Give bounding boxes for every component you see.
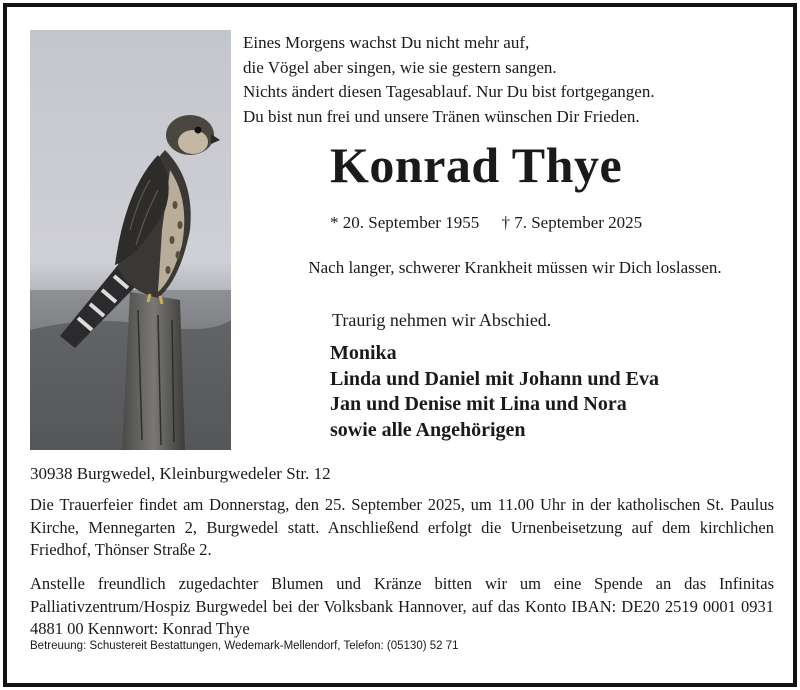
mourner-entry: Linda und Daniel mit Johann und Eva — [330, 367, 660, 390]
illness-note: Nach langer, schwerer Krankheit müssen wir Dich loslassen. — [308, 258, 722, 277]
verse-line: Nichts ändert diesen Tagesablauf. Nur Du bist fortgegangen. — [243, 82, 655, 101]
mourner-entry: Jan und Denise mit Lina und Nora — [330, 393, 627, 415]
birth-date: * 20. September 1955 — [330, 213, 480, 232]
mourners-list — [330, 341, 659, 443]
undertaker-footer: Betreuung: Schustereit Bestattungen, Wedemark-Mellendorf, Telefon: (05130) 52 71 — [30, 640, 459, 652]
mourner-entry: Monika — [330, 342, 397, 364]
verse-line: Du bist nun frei und unsere Tränen wünschen Dir Frieden. — [243, 106, 640, 126]
verse-line: die Vögel aber singen, wie sie gestern sangen. — [243, 57, 557, 77]
farewell-line: Traurig nehmen wir Abschied. — [332, 310, 552, 330]
deceased-name: Konrad Thye — [330, 137, 623, 193]
death-date: † 7. September 2025 — [501, 213, 643, 232]
verse-line: Eines Morgens wachst Du nicht mehr auf, — [243, 33, 530, 52]
mourner-entry: sowie alle Angehörigen — [330, 418, 526, 441]
falcon-on-post-photo — [30, 30, 231, 450]
verse-poem — [243, 31, 783, 129]
funeral-info: Die Trauerfeier findet am Donnerstag, den 25. September 2025, um 11.00 Uhr in der katholischen St. Paulus Kirche, Mennegarten 2, Burgwedel statt. Anschließend erfolgt die Urnenbeisetzung auf dem kirchlichen Friedhof, Thönser Straße 2. — [30, 495, 774, 559]
life-dates — [330, 213, 750, 233]
family-address: 30938 Burgwedel, Kleinburgwedeler Str. 12 — [30, 464, 331, 483]
donation-info: Anstelle freundlich zugedachter Blumen und Kränze bitten wir um eine Spende an das Infinitas Palliativzentrum/Hospiz Burgwedel bei der Volksbank Hannover, auf das Konto IBAN: DE20 2519 0001 0931 4881 00 Kennwort: Konrad Thye — [30, 574, 774, 638]
